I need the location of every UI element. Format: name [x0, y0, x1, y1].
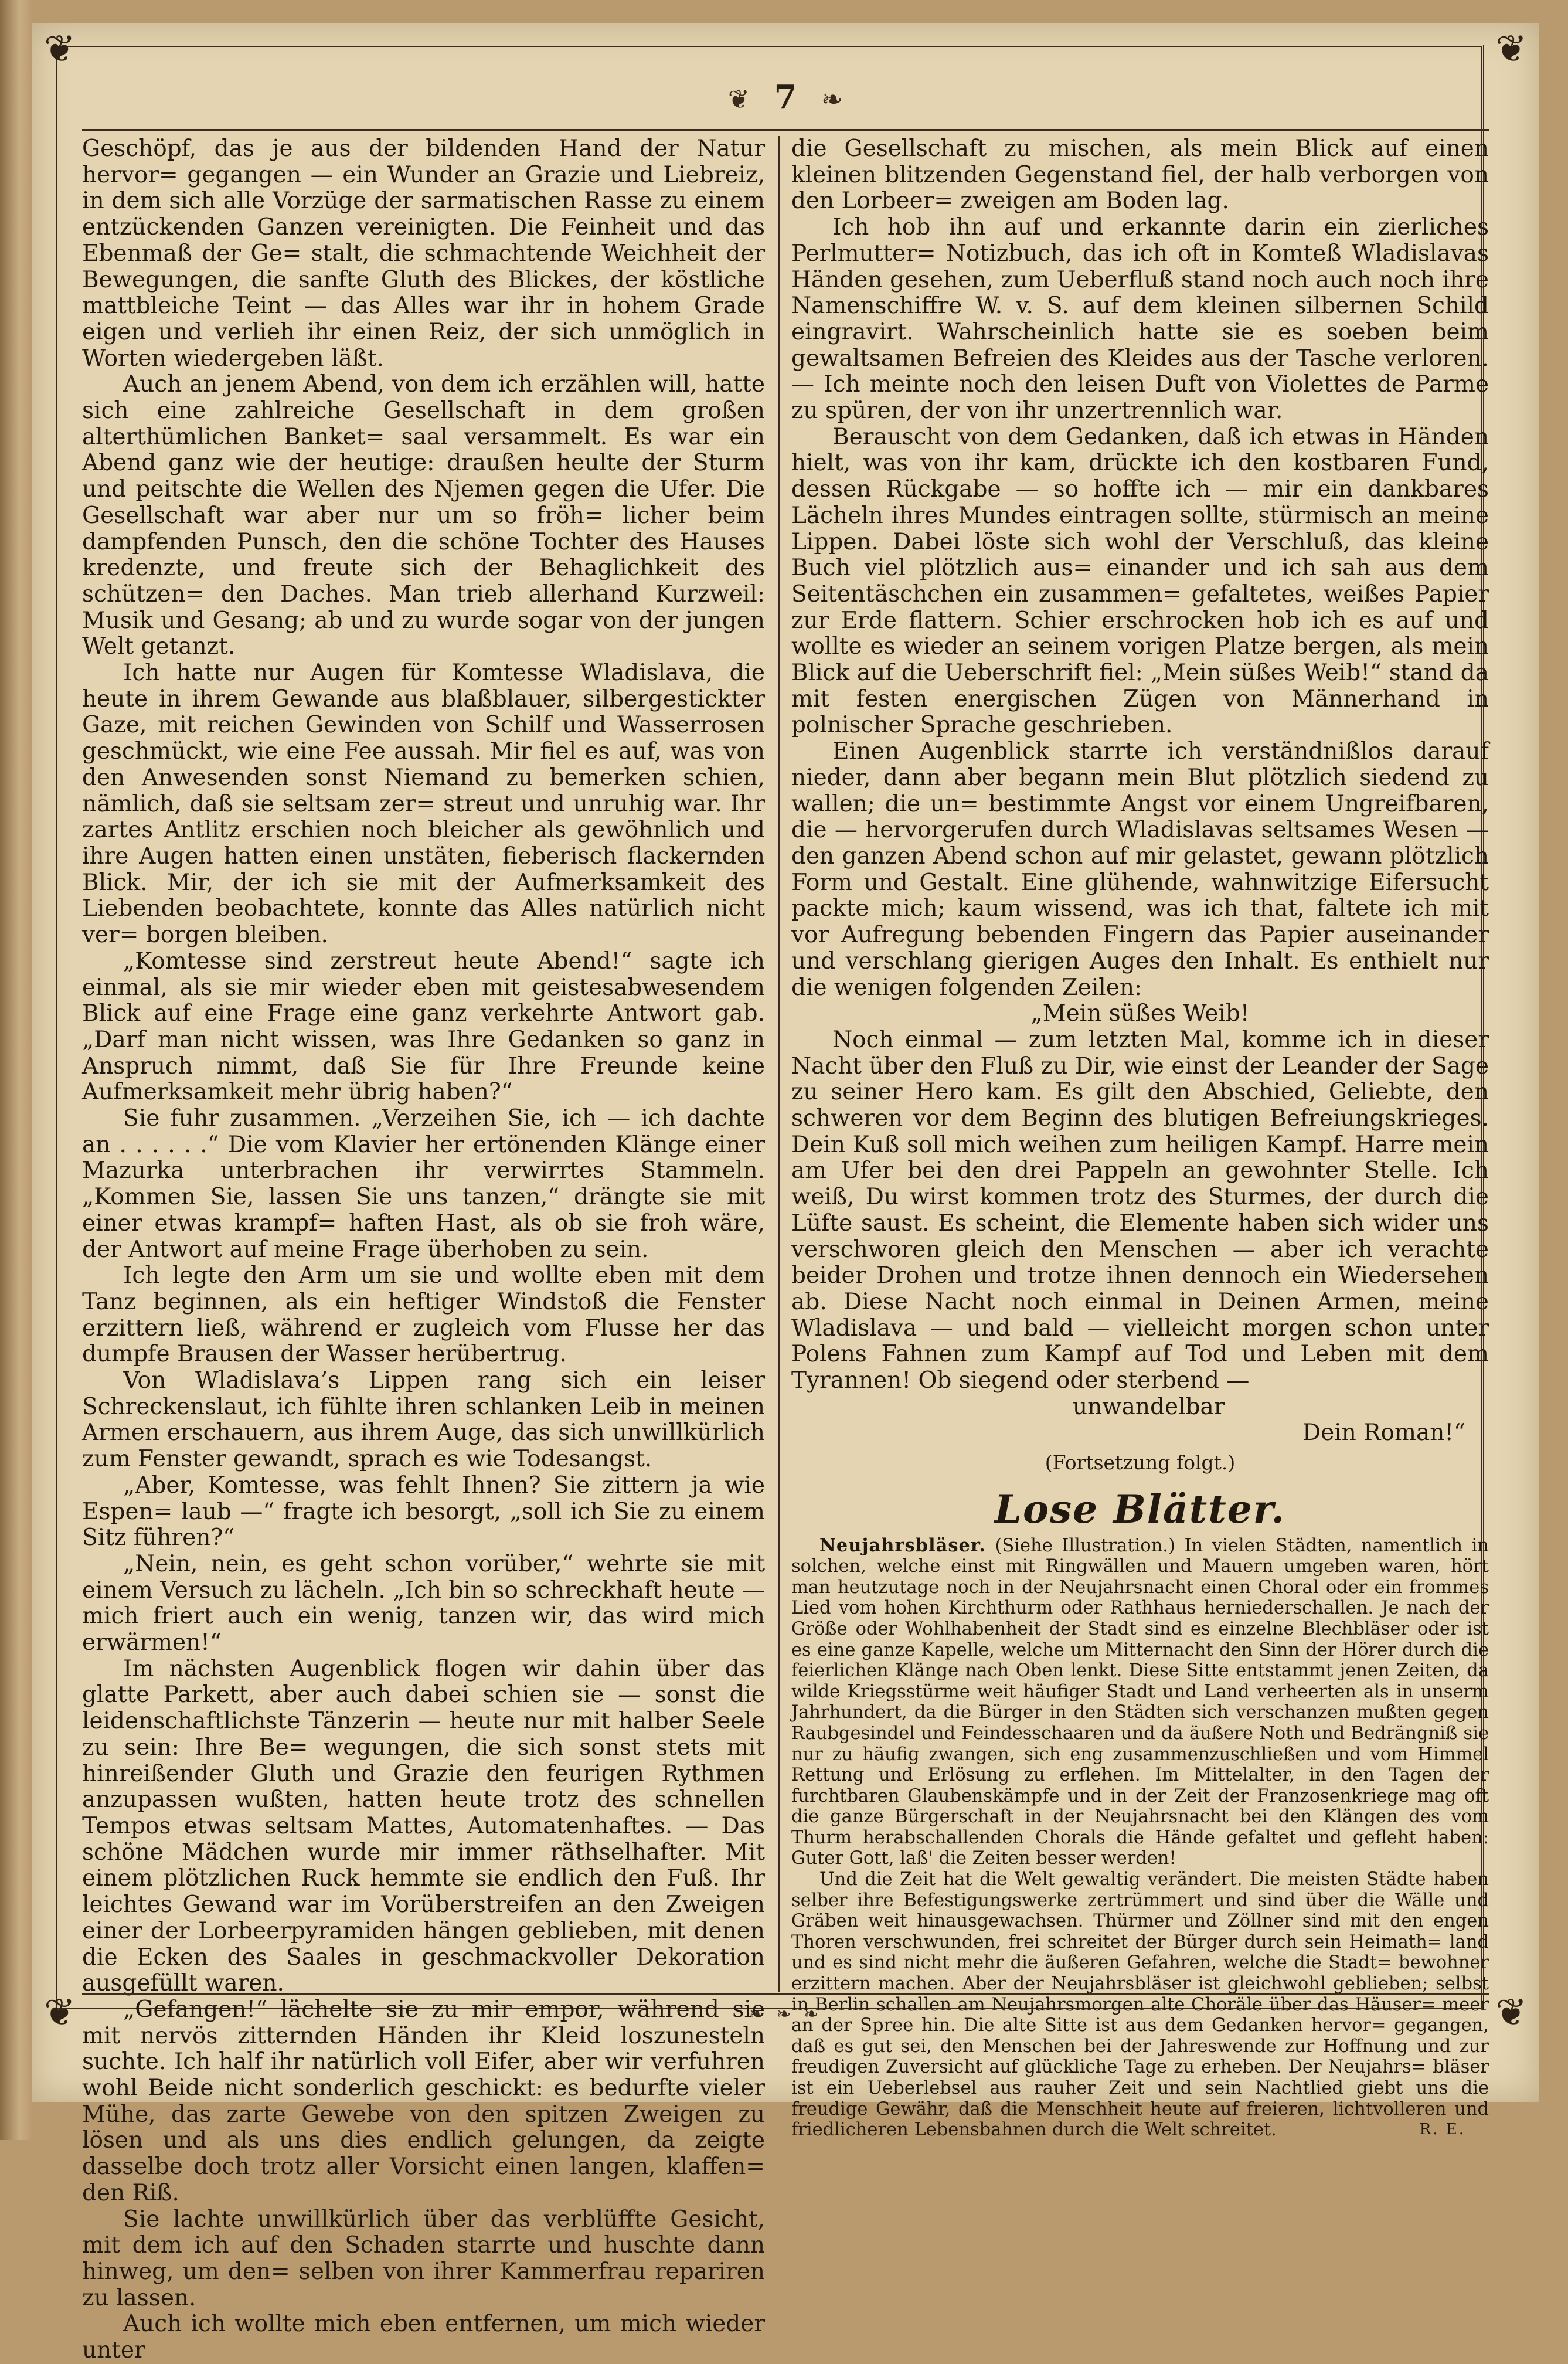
letter-signature: Dein Roman!“ [1302, 1419, 1465, 1446]
footer-rule [82, 1993, 1489, 1995]
paragraph: „Gefangen!“ lächelte sie zu mir empor, während sie mit nervös zitternden Händen ihr Kleid loszunesteln suchte. Ich half ihr natürlich voll Eifer, aber wir verfuhren wohl Beide nicht sonderlich geschickt: es bedurfte vieler Mühe, das zarte Gewebe von den spitzen Zweigen zu lösen und als uns dies endlich gelungen, da zeigte dasselbe doch trotz aller Vorsicht einen langen, klaffen= den Riß. [82, 1996, 765, 2206]
paragraph: „Nein, nein, es geht schon vorüber,“ wehrte sie mit einem Versuch zu lächeln. „Ich bin so schreckhaft heute — mich friert auch ein wenig, tanzen wir, das wird mich erwärmen!“ [82, 1550, 765, 1656]
letter-closing: unwandelbar [1073, 1393, 1225, 1420]
paragraph: Ich hatte nur Augen für Komtesse Wladislava, die heute in ihrem Gewande aus blaßblauer, silbergestickter Gaze, mit reichen Gewinden von Schilf und Wasserrosen geschmückt, wie eine Fee aussah. Mir fiel es auf, was von den Anwesenden sonst Niemand zu bemerken schien, nämlich, daß sie seltsam zer= streut und unruhig war. Ihr zartes Antlitz erschien noch bleicher als gewöhnlich und ihre Augen hatten einen unstäten, fieberisch flackernden Blick. Mir, der ich sie mit der Aufmerksamkeit des Liebenden beobachtete, konnte das Alles natürlich nicht ver= borgen bleiben. [82, 660, 765, 949]
letter-salutation: „Mein süßes Weib! [1030, 1000, 1250, 1027]
paragraph: Geschöpf, das je aus der bildenden Hand der Natur hervor= gegangen — ein Wunder an Grazie und Liebreiz, in dem sich alle Vorzüge der sarmatischen Rasse zu einem entzückenden Ganzen vereinigten. Die Feinheit und das Ebenmaß der Ge= stalt, die schmachtende Weichheit der Bewegungen, die sanfte Gluth des Blickes, der köstliche mattbleiche Teint — das Alles war ihr in hohem Grade eigen und verlieh ihr einen Reiz, der sich unmöglich in Worten wiedergeben läßt. [82, 135, 765, 372]
page-number: 7 [774, 78, 797, 117]
corner-ornament-icon: ❦ [44, 1991, 76, 2034]
article-lead: Neujahrsbläser. [819, 1534, 986, 1556]
corner-ornament-icon: ❦ [1495, 1991, 1527, 2034]
article-paragraph: (Siehe Illustration.) In vielen Städten, namentlich in solchen, welche einst mit Ringwällen und Mauern umgeben waren, hört man heutzutage noch in der Neujahrsnacht einen Choral oder ein frommes Lied vom hohen Kirchthurm oder Rathhaus herniederschallen. Je nach der Größe oder Wohlhabenheit der Stadt sind es einzelne Blechbläser oder ist es eine ganze Kapelle, welche um Mitternacht den Sinn der Hörer durch die feierlichen Klänge nach Oben lenkt. Diese Sitte entstammt jenen Zeiten, da wilde Kriegsstürme weit häufiger Stadt und Land verheerten als in unserm Jahrhundert, da die Bürger in den Städten sich verschanzen mußten gegen Raubgesindel und Feindesschaaren und da äußere Noth und Bedrängniß sie nur zu häufig zwangen, sich eng zusammenzuschließen und vom Himmel Rettung und Erlösung zu erflehen. Im Mittelalter, in den Tagen der furchtbaren Glaubenskämpfe und in der Zeit der Franzosenkriege mag oft die ganze Bürgerschaft in der Neujahrsnacht bei den Klängen des vom Thurm herabschallenden Chorals die Hände gefaltet und gefleht haben: Guter Gott, laß' die Zeiten besser werden! [791, 1535, 1489, 1869]
paragraph: Sie lachte unwillkürlich über das verblüffte Gesicht, mit dem ich auf den Schaden starrte und huschte dann hinweg, um den= selben von ihrer Kammerfrau repariren zu lassen. [82, 2206, 765, 2311]
paragraph: „Komtesse sind zerstreut heute Abend!“ sagte ich einmal, als sie mir wieder eben mit geistesabwesendem Blick auf eine Frage eine ganz verkehrte Antwort gab. „Darf man nicht wissen, was Ihre Gedanken so ganz in Anspruch nimmt, daß Sie für Ihre Freunde keine Aufmerksamkeit mehr übrig haben?“ [82, 947, 765, 1106]
article-paragraph: Und die Zeit hat die Welt gewaltig verändert. Die meisten Städte haben selber ihre Befestigungswerke zertrümmert und sind über die Wälle und Gräben weit hinausgewachsen. Thürmer und Zöllner sind mit den engen Thoren verschwunden, frei schreitet der Bürger durch sein Heimath= land und es sind nicht mehr die äußeren Gefahren, welche die Stadt= bewohner erzittern machen. Aber der Neujahrsbläser ist gleichwohl geblieben; selbst in Berlin schallen am Neujahrsmorgen alte Choräle über das Häuser= meer an der Spree hin. Die alte Sitte ist aus dem Gedanken hervor= gegangen, daß es gut sei, den Menschen bei der Jahreswende zur Hoffnung und zur freudigen Zuversicht auf glückliche Tage zu erheben. Der Neujahrs= bläser ist ein Ueberlebsel aus rauher Zeit und sein Nachtlied giebt uns die freudige Gewähr, daß die Menschheit heute auf freieren, lichtvolleren und friedlicheren Lebensbahnen durch die Welt schreitet. [791, 1869, 1489, 2141]
section-title: Lose Blätter. [994, 1486, 1286, 1532]
paragraph: Einen Augenblick starrte ich verständnißlos darauf nieder, dann aber begann mein Blut plötzlich siedend zu wallen; die un= bestimmte Angst vor einem Ungreifbaren, die — hervorgerufen durch Wladislavas seltsames Wesen — den ganzen Abend schon auf mir gelastet, gewann plötzlich Form und Gestalt. Eine glühende, wahnwitzige Eifersucht packte mich; kaum wissend, was ich that, faltete ich mit vor Aufregung bebenden Fingern das Papier auseinander und verschlang gierigen Auges den Inhalt. Es enthielt nur die wenigen folgenden Zeilen: [791, 738, 1489, 1001]
paragraph: „Aber, Komtesse, was fehlt Ihnen? Sie zittern ja wie Espen= laub —“ fragte ich besorgt, „soll ich Sie zu einem Sitz führen?“ [82, 1472, 765, 1551]
newspaper-page [32, 23, 1539, 2364]
right-column [791, 136, 1489, 2141]
paragraph: Von Wladislava’s Lippen rang sich ein leiser Schreckenslaut, ich fühlte ihren schlanken Leib in meinen Armen erschauern, aus ihrem Auge, das sich unwillkürlich zum Fenster gewandt, sprach es wie Todesangst. [82, 1367, 765, 1473]
article-initials: R. E. [1419, 2121, 1465, 2139]
paragraph: Ich legte den Arm um sie und wollte eben mit dem Tanz beginnen, als ein heftiger Windstoß die Fenster erzittern ließ, während er zugleich vom Flusse her das dumpfe Brausen der Wasser herübertrug. [82, 1262, 765, 1368]
page-binding [0, 0, 32, 2140]
page-header [32, 74, 1539, 121]
paragraph: Berauscht von dem Gedanken, daß ich etwas in Händen hielt, was von ihr kam, drückte ich den kostbaren Fund, dessen Rückgabe — so hoffte ich — mir ein dankbares Lächeln ihres Mundes eintragen sollte, stürmisch an meine Lippen. Dabei löste sich wohl der Verschluß, das kleine Buch viel plötzlich aus= einander und ich sah aus dem Seitentäschchen ein zusammen= gefaltetes, weißes Papier zur Erde flattern. Schier erschrocken hob ich es auf und wollte es wieder an seinem vorigen Platze bergen, als mein Blick auf die Ueberschrift fiel: „Mein süßes Weib!“ stand da mit festen energischen Zügen von Männerhand in polnischer Sprache geschrieben. [791, 423, 1489, 739]
left-column [82, 136, 765, 2364]
paragraph: Im nächsten Augenblick flogen wir dahin über das glatte Parkett, aber auch dabei schien sie — sonst die leidenschaftlichste Tänzerin — heute nur mit halber Seele zu sein: Ihre Be= wegungen, die sich sonst stets mit hinreißender Gluth und Grazie den feurigen Rythmen anzupassen wußten, hatten heute trotz des schnellen Tempos etwas seltsam Mattes, Automatenhaftes. — Das schöne Mädchen wurde mir immer räthselhafter. Mit einem plötzlichen Ruck hemmte sie endlich den Fuß. Ihr leichtes Gewand war im Vorüberstreifen an den Zweigen einer der Lorbeerpyramiden hängen geblieben, mit denen die Ecken des Saales in geschmackvoller Dekoration ausgefüllt waren. [82, 1655, 765, 1997]
paragraph: die Gesellschaft zu mischen, als mein Blick auf einen kleinen blitzenden Gegenstand fiel, der halb verborgen von den Lorbeer= zweigen am Boden lag. [791, 135, 1489, 215]
paragraph: Auch an jenem Abend, von dem ich erzählen will, hatte sich eine zahlreiche Gesellschaft in dem großen alterthümlichen Banket= saal versammelt. Es war ein Abend ganz wie der heutige: draußen heulte der Sturm und peitschte die Wellen des Njemen gegen die Ufer. Die Gesellschaft war aber nur um so fröh= licher beim dampfenden Punsch, den die schöne Tochter des Hauses kredenzte, und freute sich der Behaglichkeit des schützen= den Daches. Man trieb allerhand Kurzweil: Musik und Gesang; ab und zu wurde sogar von der jungen Welt getanzt. [82, 371, 765, 660]
paragraph: Sie fuhr zusammen. „Verzeihen Sie, ich — ich dachte an . . . . . .“ Die vom Klavier her ertönenden Klänge einer Mazurka unterbrachen ihr verwirrtes Stammeln. „Kommen Sie, lassen Sie uns tanzen,“ drängte sie mit einer etwas krampf= haften Hast, als ob sie froh wäre, der Antwort auf meine Frage überhoben zu sein. [82, 1105, 765, 1263]
paragraph: Auch ich wollte mich eben entfernen, um mich wieder unter [82, 2311, 765, 2364]
corner-ornament-icon: ❦ [44, 28, 76, 71]
paragraph: Ich hob ihn auf und erkannte darin ein zierliches Perlmutter= Notizbuch, das ich oft in Komteß Wladislavas Händen gesehen, zum Ueberfluß stand noch auch noch ihre Namenschiffre W. v. S. auf dem kleinen silbernen Schild eingravirt. Wahrscheinlich hatte sie es soeben beim gewaltsamen Befreien des Kleides aus der Tasche verloren. — Ich meinte noch den leisen Duft von Violettes de Parme zu spüren, der von ihr unzertrennlich war. [791, 214, 1489, 424]
header-rule [82, 129, 1489, 131]
continuation-note: (Fortsetzung folgt.) [1045, 1451, 1236, 1475]
article-neujahrsblaeser [791, 1536, 1489, 2141]
footer-ornament-icon: ❧ ❧ ❧ [749, 2004, 822, 2025]
letter-body: Noch einmal — zum letzten Mal, komme ich in dieser Nacht über den Fluß zu Dir, wie einst der Leander der Sage zu seiner Hero kam. Es gilt den Abschied, Geliebte, den schweren vor dem Beginn des blutigen Befreiungskrieges. Dein Kuß soll mich weihen zum heiligen Kampf. Harre mein am Ufer bei den drei Pappeln an gewohnter Stelle. Ich weiß, Du wirst kommen trotz des Sturmes, der durch die Lüfte saust. Es scheint, die Elemente haben sich wider uns verschworen gleich den Menschen — aber ich verachte beider Drohen und trotze ihnen dennoch ein Wiedersehen ab. Diese Nacht noch einmal in Deinen Armen, meine Wladislava — und bald — vielleicht morgen schon unter Polens Fahnen zum Kampf auf Tod und Leben mit dem Tyrannen! Ob siegend oder sterbend — [791, 1026, 1489, 1394]
header-ornament-left-icon: ❦ [727, 84, 750, 115]
corner-ornament-icon: ❦ [1495, 28, 1527, 71]
column-divider [778, 136, 780, 1992]
header-ornament-right-icon: ❧ [821, 84, 843, 115]
